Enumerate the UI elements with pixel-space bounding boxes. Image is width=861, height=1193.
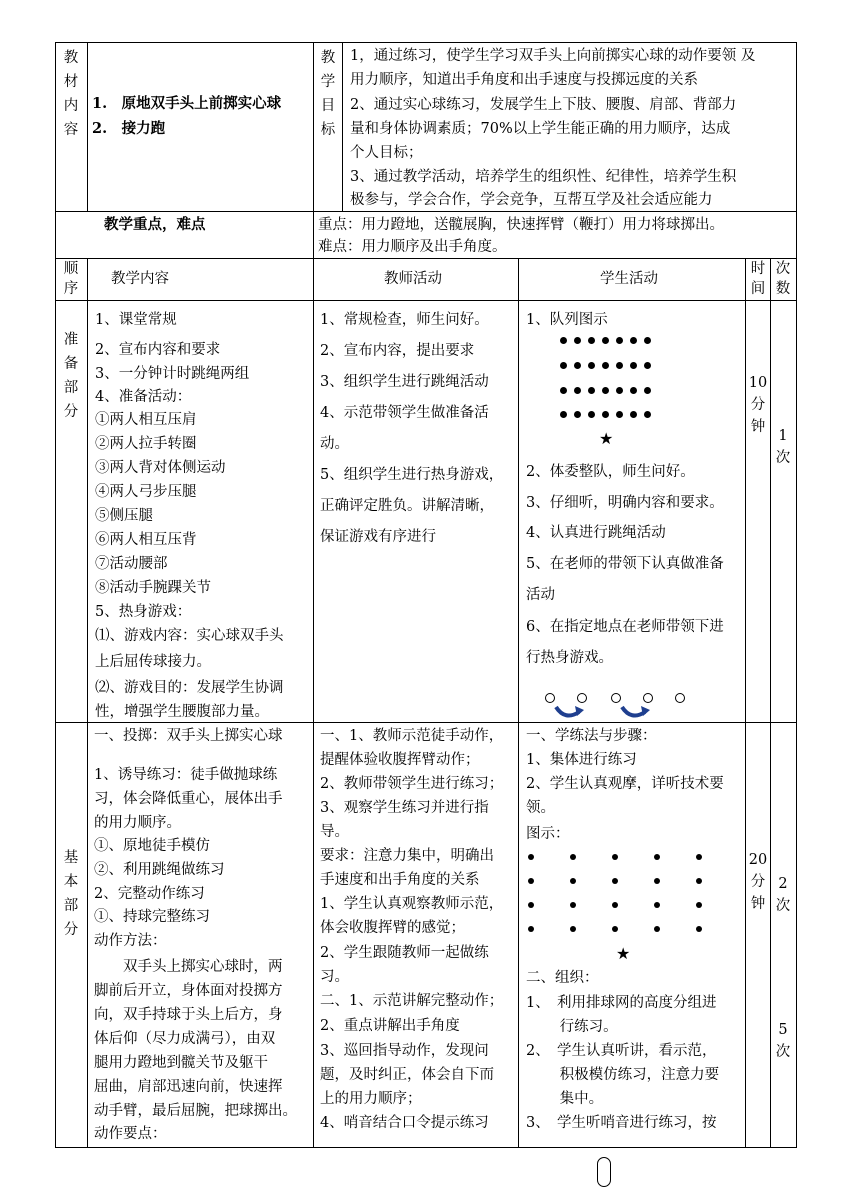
prep-content-line: ⑥两人相互压背 (95, 532, 197, 548)
main-content-line: 一、投掷：双手头上掷实心球 (94, 728, 283, 744)
prep-content-line: ⑴、游戏内容：实心球双手头 (95, 628, 284, 644)
header-order: 顺序 (63, 261, 79, 297)
prep-section-label: 准备部分 (63, 332, 79, 420)
main-content-line: ①、持球完整练习 (94, 909, 210, 925)
student-dot (696, 926, 702, 932)
goal-line: 个人目标； (350, 145, 423, 161)
main-teacher-line: 题，及时纠正，体会自下而 (320, 1067, 494, 1083)
table-rule (518, 258, 519, 1148)
main-content-line: 的用力顺序。 (94, 815, 181, 831)
main-student-line: 1、 利用排球网的高度分组进 (526, 995, 717, 1011)
main-teacher-line: 体会收腹挥臂的感觉； (320, 920, 465, 936)
main-teacher-line: 导。 (320, 824, 349, 840)
main-student-line: 2、 学生认真听讲，看示范， (526, 1043, 717, 1059)
formation-row (528, 854, 702, 860)
pass-arrow-icon (619, 704, 653, 720)
student-dot (570, 926, 576, 932)
prep-content-line: ③两人背对体侧运动 (95, 460, 226, 476)
student-dot (560, 337, 567, 344)
table-rule (55, 211, 797, 212)
main-student-line: 2、学生认真观摩，详听技术要 (526, 776, 724, 792)
student-dot (696, 902, 702, 908)
student-dot (528, 878, 534, 884)
main-content-line: 动作要点： (94, 1126, 167, 1142)
prep-content-line: ⑵、游戏目的：发展学生协调 (95, 680, 284, 696)
student-dot (560, 387, 567, 394)
formation-row (528, 902, 702, 908)
student-dot (574, 411, 581, 418)
prep-teacher-line: 5、组织学生进行热身游戏， (320, 467, 504, 483)
student-dot (574, 362, 581, 369)
goal-label: 教学目标 (320, 50, 336, 138)
prep-student-line: 4、认真进行跳绳活动 (526, 525, 666, 541)
student-dot (588, 411, 595, 418)
table-border-bottom (55, 1147, 797, 1148)
prep-teacher-line: 正确评定胜负。讲解清晰， (320, 498, 494, 514)
main-count: 5次 (775, 1022, 791, 1060)
student-dot (654, 854, 660, 860)
student-dot (602, 337, 609, 344)
main-teacher-line: 习。 (320, 969, 349, 985)
main-student-line: 1、集体进行练习 (526, 752, 637, 768)
main-teacher-line: 要求：注意力集中，明确出 (320, 848, 494, 864)
table-rule (770, 258, 771, 1148)
prep-content-line: 2、宣布内容和要求 (95, 342, 221, 358)
student-dot (588, 362, 595, 369)
prep-content-line: 1、课堂常规 (95, 312, 177, 328)
prep-content-line: ⑧活动手腕踝关节 (95, 580, 211, 596)
main-content-line: 腿用力蹬地到髋关节及躯干 (94, 1055, 268, 1071)
student-dot (560, 411, 567, 418)
main-student-line: 3、 学生听哨音进行练习，按 (526, 1115, 717, 1131)
student-dot (644, 337, 651, 344)
main-content-line: ②、利用跳绳做练习 (94, 862, 225, 878)
formation-row (560, 362, 651, 369)
main-time: 20分钟 (748, 852, 768, 912)
main-teacher-line: 二、1、示范讲解完整动作； (320, 993, 504, 1009)
student-dot (560, 362, 567, 369)
relay-circle-icon (675, 693, 685, 703)
prep-content-line: 性，增强学生腰腹部力量。 (95, 704, 269, 720)
formation-row (528, 878, 702, 884)
student-dot (612, 854, 618, 860)
student-dot (630, 411, 637, 418)
main-section-label: 基本部分 (63, 850, 79, 938)
prep-student-line: 行热身游戏。 (526, 650, 613, 666)
teacher-star-icon: ★ (599, 429, 614, 448)
prep-content-line: ⑦活动腰部 (95, 556, 168, 572)
prep-teacher-line: 动。 (320, 436, 349, 452)
relay-circle-icon (643, 693, 653, 703)
main-teacher-line: 上的用力顺序； (320, 1091, 422, 1107)
goal-line: 2、通过实心球练习，发展学生上下肢、腰腹、肩部、背部力 (350, 97, 737, 113)
main-content-line: 1、诱导练习：徒手做抛球练 (94, 767, 278, 783)
table-rule (313, 42, 314, 1148)
student-dot (654, 902, 660, 908)
student-dot (528, 926, 534, 932)
prep-student-line: 2、体委整队，师生问好。 (526, 464, 695, 480)
main-teacher-line: 3、观察学生练习并进行指 (320, 800, 489, 816)
prep-content-line: ⑤侧压腿 (95, 508, 153, 524)
main-teacher-line: 一、1、教师示范徒手动作， (320, 728, 504, 744)
student-dot (616, 387, 623, 394)
main-teacher-line: 手速度和出手角度的关系 (320, 872, 480, 888)
header-content: 教学内容 (111, 271, 169, 287)
student-dot (644, 362, 651, 369)
formation-row (560, 411, 651, 418)
main-content-line: 动手臂，最后屈腕，把球掷出。 (94, 1103, 297, 1119)
prep-content-line: ④两人弓步压腿 (95, 484, 197, 500)
page-number-marker (597, 1157, 611, 1187)
table-rule (745, 258, 746, 1148)
formation-row (560, 387, 651, 394)
prep-teacher-line: 2、宣布内容，提出要求 (320, 343, 475, 359)
relay-circle-icon (545, 693, 555, 703)
student-dot (696, 878, 702, 884)
pass-arrow-icon (553, 704, 587, 720)
goal-line: 量和身体协调素质；70%以上学生能正确的用力顺序，达成 (350, 121, 731, 137)
prep-student-line: 活动 (526, 587, 555, 603)
main-student-line: 二、组织： (526, 970, 599, 986)
main-content-line: 动作方法： (94, 933, 167, 949)
student-dot (612, 926, 618, 932)
header-time: 时间 (750, 261, 766, 297)
header-student: 学生活动 (600, 271, 658, 287)
main-content-line: 向，双手持球于头上后方，身 (94, 1007, 283, 1023)
prep-teacher-line: 4、示范带领学生做准备活 (320, 405, 489, 421)
main-teacher-line: 提醒体验收腹挥臂动作； (320, 752, 480, 768)
student-dot (616, 337, 623, 344)
prep-student-line: 6、在指定地点在老师带领下进 (526, 619, 724, 635)
main-content-line: 体后仰（尽力成满弓），由双 (94, 1031, 276, 1047)
student-dot (574, 337, 581, 344)
goal-line: 1，通过练习，使学生学习双手头上向前掷实心球的动作要领 及 (350, 48, 756, 64)
main-teacher-line: 2、重点讲解出手角度 (320, 1018, 460, 1034)
prep-teacher-line: 保证游戏有序进行 (320, 529, 436, 545)
main-student-line: 一、学练法与步骤： (526, 728, 657, 744)
prep-student-line: 3、仔细听，明确内容和要求。 (526, 495, 724, 511)
main-content-line: ①、原地徒手模仿 (94, 838, 210, 854)
goal-line: 极参与，学会合作，学会竞争，互帮互学及社会适应能力 (350, 192, 713, 208)
student-dot (570, 854, 576, 860)
student-dot (570, 878, 576, 884)
student-dot (612, 902, 618, 908)
student-dot (630, 362, 637, 369)
student-dot (570, 902, 576, 908)
material-label: 教材内容 (63, 50, 79, 138)
student-dot (644, 387, 651, 394)
student-dot (630, 337, 637, 344)
student-dot (644, 411, 651, 418)
prep-content-line: 3、一分钟计时跳绳两组 (95, 366, 250, 382)
relay-circle-icon (577, 693, 587, 703)
main-student-line: 行练习。 (526, 1019, 618, 1035)
student-dot (588, 337, 595, 344)
key-point-line: 重点：用力蹬地，送髋展胸，快速挥臂（鞭打）用力将球掷出。 (318, 217, 724, 233)
student-dot (616, 362, 623, 369)
formation-row (560, 337, 651, 344)
main-content-line: 脚前后开立，身体面对投掷方 (94, 983, 283, 999)
prep-student-line: 5、在老师的带领下认真做准备 (526, 556, 724, 572)
relay-circle-icon (611, 693, 621, 703)
table-border-left (55, 42, 56, 1148)
prep-content-line: 5、热身游戏： (95, 604, 192, 620)
main-content-line: 习，体会降低重心，展体出手 (94, 791, 283, 807)
student-dot (630, 387, 637, 394)
table-rule (87, 258, 88, 1148)
table-rule (87, 42, 88, 212)
main-count: 2次 (775, 876, 791, 914)
main-teacher-line: 4、哨音结合口令提示练习 (320, 1115, 489, 1131)
key-points-label: 教学重点，难点 (104, 216, 206, 233)
difficult-point-line: 难点：用力顺序及出手角度。 (318, 239, 507, 255)
student-dot (588, 387, 595, 394)
prep-content-line: 4、准备活动： (95, 389, 192, 405)
student-dot (574, 387, 581, 394)
student-dot (602, 362, 609, 369)
student-dot (654, 926, 660, 932)
student-dot (654, 878, 660, 884)
main-teacher-line: 2、学生跟随教师一起做练 (320, 945, 489, 961)
student-dot (528, 854, 534, 860)
prep-content-line: 上后屈传球接力。 (95, 654, 211, 670)
goal-line: 3、通过教学活动，培养学生的组织性、纪律性，培养学生积 (350, 169, 737, 185)
prep-content-line: ①两人相互压肩 (95, 412, 197, 428)
table-rule (342, 42, 343, 212)
teacher-star-icon: ★ (616, 944, 631, 963)
formation-row (528, 926, 702, 932)
main-student-line: 领。 (526, 800, 555, 816)
student-dot (528, 902, 534, 908)
student-dot (612, 878, 618, 884)
main-student-line: 图示： (526, 826, 570, 842)
student-dot (602, 411, 609, 418)
header-teacher: 教师活动 (384, 271, 442, 287)
prep-time: 10分钟 (748, 375, 768, 435)
student-dot (696, 854, 702, 860)
main-content-line: 双手头上掷实心球时，两 (94, 959, 283, 975)
main-content-line: 屈曲，肩部迅速向前，快速挥 (94, 1079, 283, 1095)
prep-student-title: 1、队列图示 (526, 312, 608, 328)
main-content-line: 2、完整动作练习 (94, 886, 205, 902)
table-border-top (55, 42, 797, 43)
material-item: 2. 接力跑 (92, 120, 166, 137)
main-student-line: 集中。 (526, 1091, 604, 1107)
prep-teacher-line: 1、常规检查，师生问好。 (320, 312, 489, 328)
main-teacher-line: 1、学生认真观察教师示范， (320, 896, 504, 912)
prep-teacher-line: 3、组织学生进行跳绳活动 (320, 374, 489, 390)
student-dot (616, 411, 623, 418)
main-teacher-line: 3、巡回指导动作，发现问 (320, 1043, 489, 1059)
student-dot (602, 387, 609, 394)
table-rule (55, 300, 797, 301)
table-rule (55, 258, 797, 259)
prep-content-line: ②两人拉手转圈 (95, 436, 197, 452)
main-student-line: 积极模仿练习，注意力要 (526, 1067, 720, 1083)
table-border-right (796, 42, 797, 1148)
goal-line: 用力顺序，知道出手角度和出手速度与投掷远度的关系 (350, 72, 698, 88)
main-teacher-line: 2、教师带领学生进行练习； (320, 776, 504, 792)
prep-count: 1次 (775, 428, 791, 466)
material-item: 1. 原地双手头上前掷实心球 (92, 95, 282, 112)
header-count: 次数 (775, 261, 791, 297)
